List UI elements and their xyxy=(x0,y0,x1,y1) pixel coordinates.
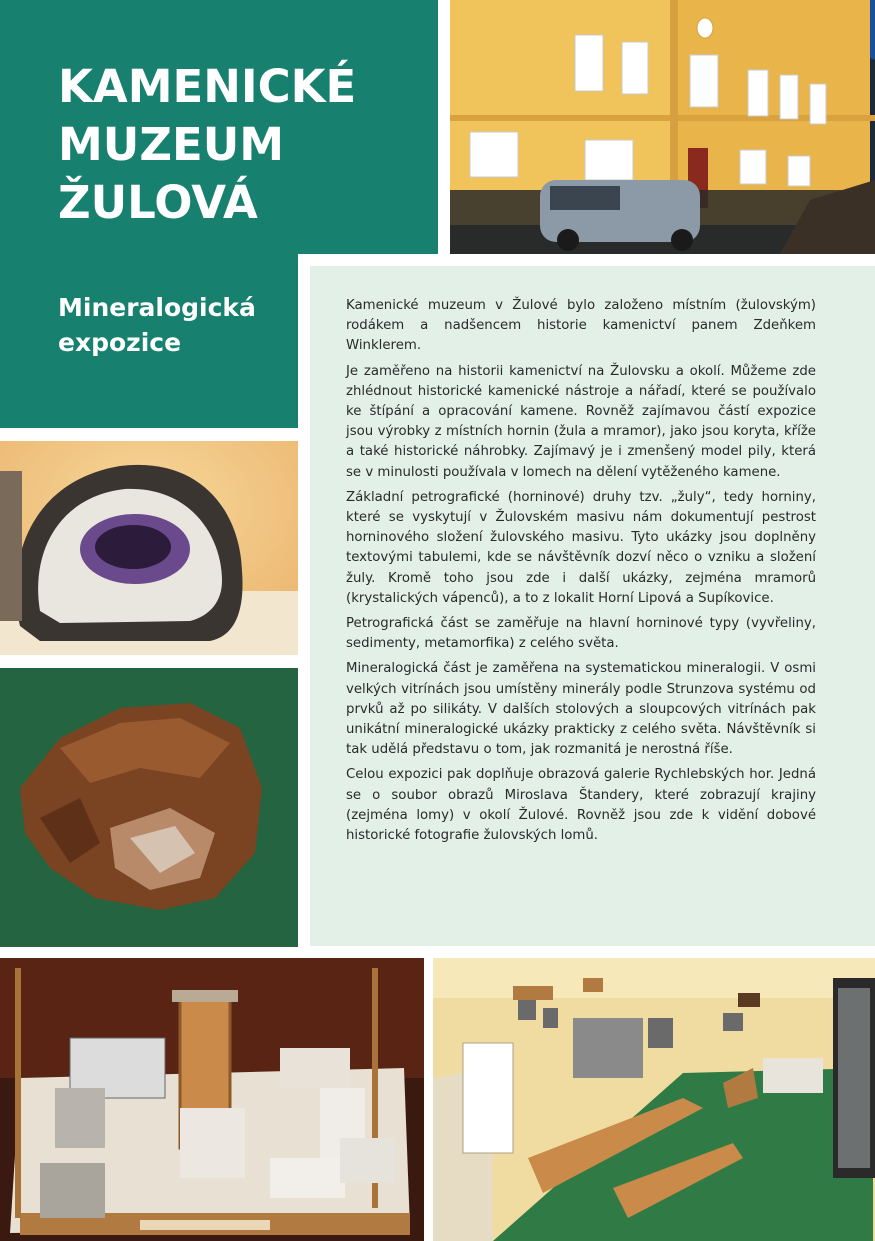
saw-model-photo xyxy=(0,958,424,1241)
page-title: KAMENICKÉ MUZEUM ŽULOVÁ xyxy=(58,60,357,229)
mineral-specimen-photo xyxy=(0,668,298,947)
paragraph: Petrografická část se zaměřuje na hlavní horninové typy (vyvřeliny, sedimenty, metamorfika) z celého světa. xyxy=(346,616,816,652)
body-text xyxy=(346,296,816,851)
paragraph: Celou expozici pak doplňuje obrazová galerie Rychlebských hor. Jedná se o soubor obrazů Miroslava Štandery, které zobrazují krajiny (zejména lomy) v okolí Žulové. Rovněž jsou zde k vidění dobové historické fotografie žulovských lomů. xyxy=(346,767,816,844)
paragraph: Kamenické muzeum v Žulové bylo založeno místním (žulovským) rodákem a nadšencem historie kamenictví panem Zdeňkem Winklerem. xyxy=(346,298,816,354)
page-subtitle: Mineralogická expozice xyxy=(58,293,256,357)
paragraph: Je zaměřeno na historii kamenictví na Žulovsku a okolí. Můžeme zde zhlédnout historické kamenické nástroje a nářadí, které se používalo ke štípání a opracování kamene. Rovněž zajímavou částí expozice jsou výrobky z místních hornin (žula a mramor), jako jsou koryta, kříže a také historické náhrobky. Zajímavý je i zmenšený model pily, která se v minulosti používala v lomech na dělení vytěženého kamene. xyxy=(346,363,816,480)
paragraph: Základní petrografické (horninové) druhy tzv. „žuly“, tedy horniny, které se vyskytují v Žulovském masivu nám dokumentují pestrost horninového složení žulovského masivu. Tyto ukázky jsou doplněny textovými tabulemi, kde se návštěvník dozví něco o vzniku a složení žuly. Kromě toho jsou zde i další ukázky, zejména mramorů (krystalických vápenců), a to z lokalit Horní Lipová a Supíkovice. xyxy=(346,489,816,606)
museum-building-photo xyxy=(450,0,875,254)
paragraph: Mineralogická část je zaměřena na systematickou mineralogii. V osmi velkých vitrínách jsou umístěny minerály podle Strunzova systému od prvků až po silikáty. V dalších stolových a sloupcových vitrínách pak unikátní mineralogické ukázky prakticky z celého světa. Návštěvník si tak udělá představu o tom, jak rozmanitá je nerostná říše. xyxy=(346,661,816,758)
amethyst-geode-photo xyxy=(0,441,298,655)
exhibition-hall-photo xyxy=(433,958,875,1241)
